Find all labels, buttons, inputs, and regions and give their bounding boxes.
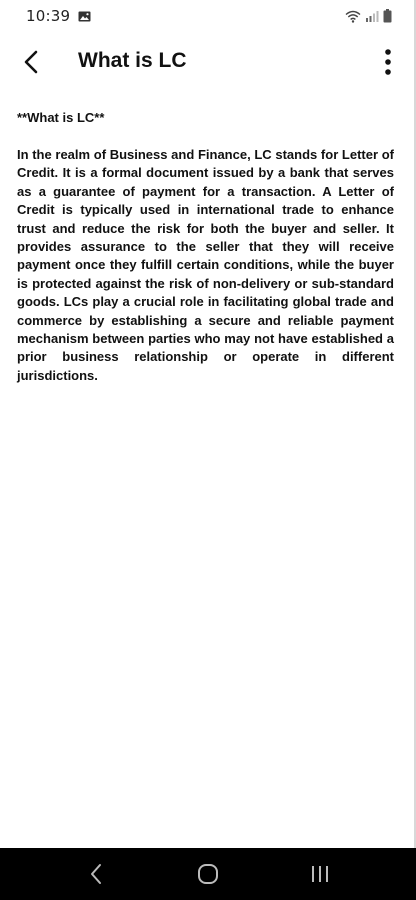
signal-icon [365,10,379,22]
back-button[interactable] [14,44,50,80]
nav-back-icon [89,863,103,885]
status-bar [0,0,416,32]
app-bar [0,32,416,92]
article-content [17,109,394,385]
more-vertical-icon [384,48,392,76]
image-notification-icon [78,11,91,22]
status-time: 10:39 [26,7,71,25]
article-paragraph: In the realm of Business and Finance, LC stands for Letter of Credit. It is a formal document issued by a bank that serves as a guarantee of payment for a transaction. A Letter of Credit is typically used in international trade to enhance trust and reduce the risk for both the buyer and seller. It provides assurance to the seller that they will receive payment once they fulfill certain conditions, while the buyer is protected against the risk of non-delivery or sub-standard goods. LCs play a crucial role in facilitating global trade and commerce by establishing a secure and reliable payment mechanism between parties who may not have established a prior business relationship or operate in different jurisdictions. [17,147,394,383]
nav-recents-button[interactable] [290,852,350,896]
chevron-left-icon [21,49,43,75]
article-heading: **What is LC** [17,110,105,125]
battery-icon [383,9,392,23]
system-nav-bar [0,848,416,900]
page-title: What is LC [78,49,187,72]
nav-home-icon [197,863,219,885]
nav-recents-icon [310,864,330,884]
nav-home-button[interactable] [178,852,238,896]
status-left [26,7,91,25]
more-options-button[interactable] [372,44,404,80]
nav-back-button[interactable] [66,852,126,896]
wifi-icon [345,10,361,23]
status-right [345,9,392,23]
